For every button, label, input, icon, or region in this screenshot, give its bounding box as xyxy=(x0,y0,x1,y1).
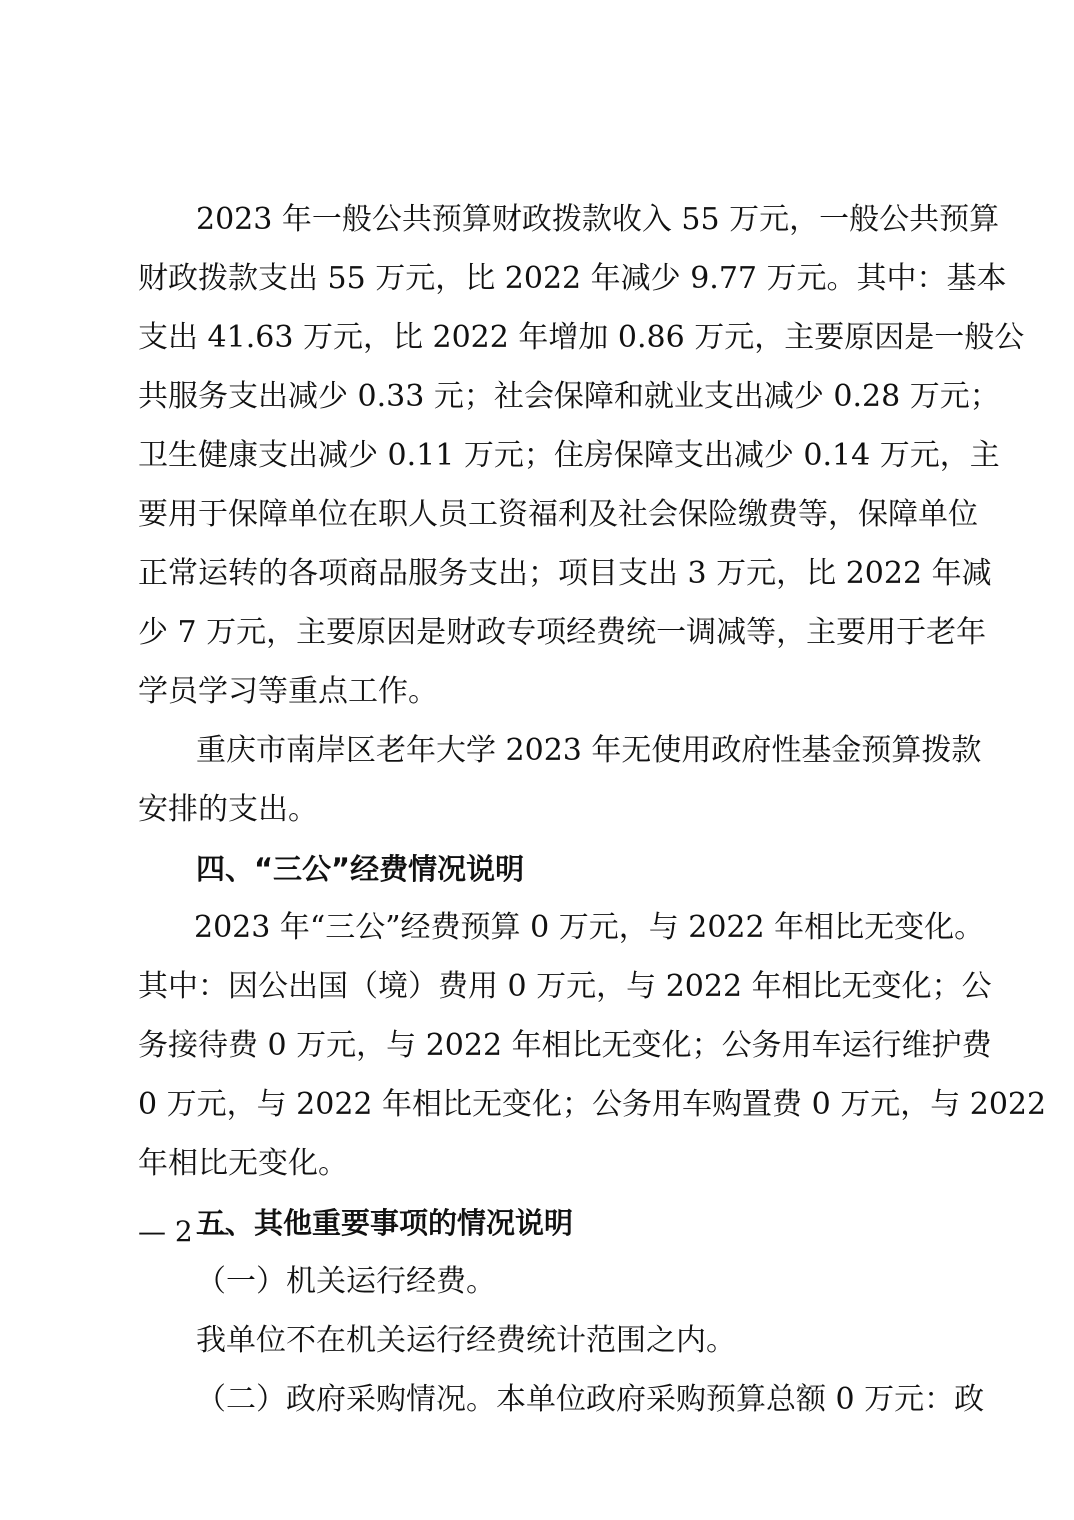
paragraph-line: 2023 年“三公”经费预算 0 万元，与 2022 年相比无变化。 xyxy=(194,910,985,945)
page-number: — 2 — xyxy=(138,1215,230,1248)
paragraph-line: 卫生健康支出减少 0.11 万元；住房保障支出减少 0.14 万元，主 xyxy=(138,438,1000,473)
paragraph-line: 我单位不在机关运行经费统计范围之内。 xyxy=(196,1323,736,1358)
subsection-title-1: （一）机关运行经费。 xyxy=(196,1264,496,1299)
section-heading-4: 四、“三公”经费情况说明 xyxy=(196,852,525,886)
paragraph-line: 共服务支出减少 0.33 元；社会保障和就业支出减少 0.28 万元； xyxy=(138,379,1000,414)
paragraph-line: 支出 41.63 万元，比 2022 年增加 0.86 万元，主要原因是一般公 xyxy=(138,320,1025,355)
paragraph-line: 0 万元，与 2022 年相比无变化；公务用车购置费 0 万元，与 2022 xyxy=(138,1087,1047,1122)
paragraph-line: 学员学习等重点工作。 xyxy=(138,674,438,709)
paragraph-line: 其中：因公出国（境）费用 0 万元，与 2022 年相比无变化；公 xyxy=(138,969,992,1004)
paragraph-line: 正常运转的各项商品服务支出；项目支出 3 万元，比 2022 年减 xyxy=(138,556,992,591)
paragraph-line: 要用于保障单位在职人员工资福利及社会保险缴费等，保障单位 xyxy=(138,497,978,532)
paragraph-line: 务接待费 0 万元，与 2022 年相比无变化；公务用车运行维护费 xyxy=(138,1028,992,1063)
paragraph-line: 2023 年一般公共预算财政拨款收入 55 万元，一般公共预算 xyxy=(196,202,1000,237)
paragraph-line: 财政拨款支出 55 万元，比 2022 年减少 9.77 万元。其中：基本 xyxy=(138,261,1007,296)
paragraph-line: 年相比无变化。 xyxy=(138,1146,348,1181)
subsection-title-2: （二）政府采购情况。本单位政府采购预算总额 0 万元：政 xyxy=(196,1382,985,1417)
paragraph-line: 少 7 万元，主要原因是财政专项经费统一调减等，主要用于老年 xyxy=(138,615,987,650)
section-heading-5: 五、其他重要事项的情况说明 xyxy=(196,1206,574,1240)
paragraph-line: 安排的支出。 xyxy=(138,792,318,827)
paragraph-line: 重庆市南岸区老年大学 2023 年无使用政府性基金预算拨款 xyxy=(196,733,982,768)
